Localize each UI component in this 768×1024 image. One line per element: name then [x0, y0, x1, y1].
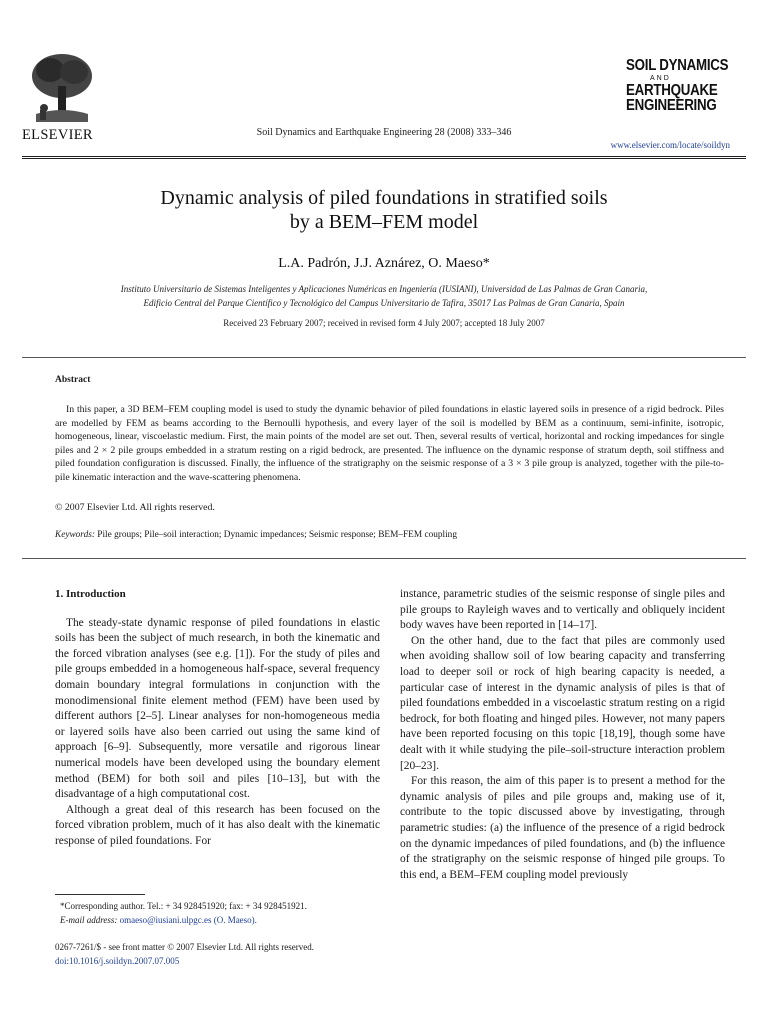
paragraph: On the other hand, due to the fact that piles are commonly used when avoiding shallow soil of low bearing capacity and transferring load to deeper soil or rock of high bearing capacity is needed, a particular case of interest in the dynamic analysis of piles is that of piled foundations embedded in a viscoelastic stratum resting on a rigid bedrock, for both floating and hinged piles. However, not many papers have been reported focusing on this topic [18,19], though some have dealt with it while studying the pile–soil-structure interaction problem [20–23]. — [400, 634, 725, 772]
tree-icon — [26, 50, 98, 124]
journal-citation: Soil Dynamics and Earthquake Engineering 28 (2008) 333–346 — [256, 127, 512, 138]
keywords — [55, 530, 457, 540]
paragraph: For this reason, the aim of this paper is to present a method for the dynamic analysis of piles and pile groups and, making use of it, contribute to the topic discussed above by investigating, through parametric studies: (a) the influence of the presence of a rigid bedrock on the dynamic impedances of piled foundations, and (b) the influence of the stratigraphy on the seismic response of hinged pile groups. To this end, a BEM–FEM coupling model previously — [400, 775, 725, 881]
affiliation-line-2: Edificio Central del Parque Científico y Tecnológico del Campus Universitario de Tafira, 35017 Las Palmas de Gran Canaria, Spain — [143, 298, 625, 308]
article-title — [0, 186, 768, 234]
footnote — [60, 900, 380, 927]
issn-line: 0267-7261/$ - see front matter © 2007 Elsevier Ltd. All rights reserved. — [55, 942, 315, 952]
header-rule — [22, 156, 746, 157]
paragraph: Although a great deal of this research has been focused on the forced vibration problem, much of it has also dealt with the kinematic response of piled foundations. For — [55, 803, 380, 847]
abstract-top-rule — [22, 357, 746, 358]
keywords-list: Pile groups; Pile–soil interaction; Dynamic impedances; Seismic response; BEM–FEM coupling — [97, 530, 457, 540]
journal-logo — [626, 58, 730, 114]
abstract-heading: Abstract — [55, 375, 91, 385]
publisher-name: ELSEVIER — [22, 127, 93, 143]
footnote-rule — [55, 894, 145, 895]
doi-link[interactable]: doi:10.1016/j.soildyn.2007.07.005 — [55, 956, 180, 966]
email-link[interactable]: omaeso@iusiani.ulpgc.es (O. Maeso). — [119, 914, 257, 925]
email-line — [60, 914, 380, 928]
paragraph: The steady-state dynamic response of piled foundations in elastic soils has been the subject of much research, in both the kinematic and the forced vibration analyses (see e.g. [1]). For the study of piles and pile groups embedded in a homogeneous half-space, several frequency domain boundary integral formulations in conjunction with the monodimensional finite element method (FEM) have been used by different authors [2–5]. Linear analyses for non-homogeneous media or layered soils have also been carried out using the same kind of approach [6–9]. Subsequently, more versatile and rigorous linear numerical models have been developed using the boundary element method (BEM) for both soil and piles [10–13], but with the disadvantage of a high computational cost. — [55, 616, 380, 801]
title-line-1: Dynamic analysis of piled foundations in stratified soils — [160, 187, 608, 209]
affiliation — [60, 282, 708, 310]
journal-logo-line2: AND — [650, 74, 671, 82]
journal-logo-line4: ENGINEERING — [626, 97, 717, 114]
section-heading-introduction: 1. Introduction — [55, 588, 126, 600]
title-line-2: by a BEM–FEM model — [289, 211, 479, 233]
journal-url-link[interactable]: www.elsevier.com/locate/soildyn — [610, 140, 730, 150]
abstract-text: In this paper, a 3D BEM–FEM coupling model is used to study the dynamic behavior of piled foundations in elastic layered soils in presence of a rigid bedrock. Piles are modelled by FEM as beams according to the Bernoulli hypothesis, and every layer of the soil is modelled by BEM as a continuum, semi-infinite, isotropic, homogeneous, linear, viscoelastic medium. First, the main points of the model are set out. Then, several results of vertical, horizontal and rocking impedances for single piles and 2 × 2 pile groups embedded in a stratum resting on a rigid bedrock, are presented. The influence on the dynamic response of stratum depth, soil stiffness and piled foundation configuration is discussed. Finally, the influence of the stratigraphy on the seismic response of a 3 × 3 pile group is analyzed, together with the pile-to-pile kinematic interaction and the wave-scattering phenomena. — [55, 404, 724, 483]
affiliation-line-1: Instituto Universitario de Sistemas Inteligentes y Aplicaciones Numéricas en Ingeniería (IUSIANI), Universidad de Las Palmas de Gran Canaria, — [120, 284, 648, 294]
keywords-label: Keywords: — [55, 530, 95, 540]
copyright-notice: © 2007 Elsevier Ltd. All rights reserved. — [55, 502, 215, 513]
page-footer — [55, 940, 314, 968]
email-label: E-mail address: — [60, 914, 118, 925]
corresponding-author: *Corresponding author. Tel.: + 34 928451920; fax: + 34 928451921. — [60, 901, 307, 911]
header-rule-double — [22, 158, 746, 159]
abstract-bottom-rule — [22, 558, 746, 559]
left-column — [55, 587, 380, 850]
received-dates: Received 23 February 2007; received in revised form 4 July 2007; accepted 18 July 2007 — [223, 318, 545, 328]
authors: L.A. Padrón, J.J. Aznárez, O. Maeso* — [278, 256, 490, 271]
paragraph: instance, parametric studies of the seismic response of single piles and pile groups to Rayleigh waves and to vertically and obliquely incident body waves have been reported in [14–17]. — [400, 588, 725, 632]
journal-logo-line3: EARTHQUAKE — [626, 81, 718, 99]
right-column — [400, 587, 725, 883]
journal-logo-line1: SOIL DYNAMICS — [626, 57, 729, 74]
